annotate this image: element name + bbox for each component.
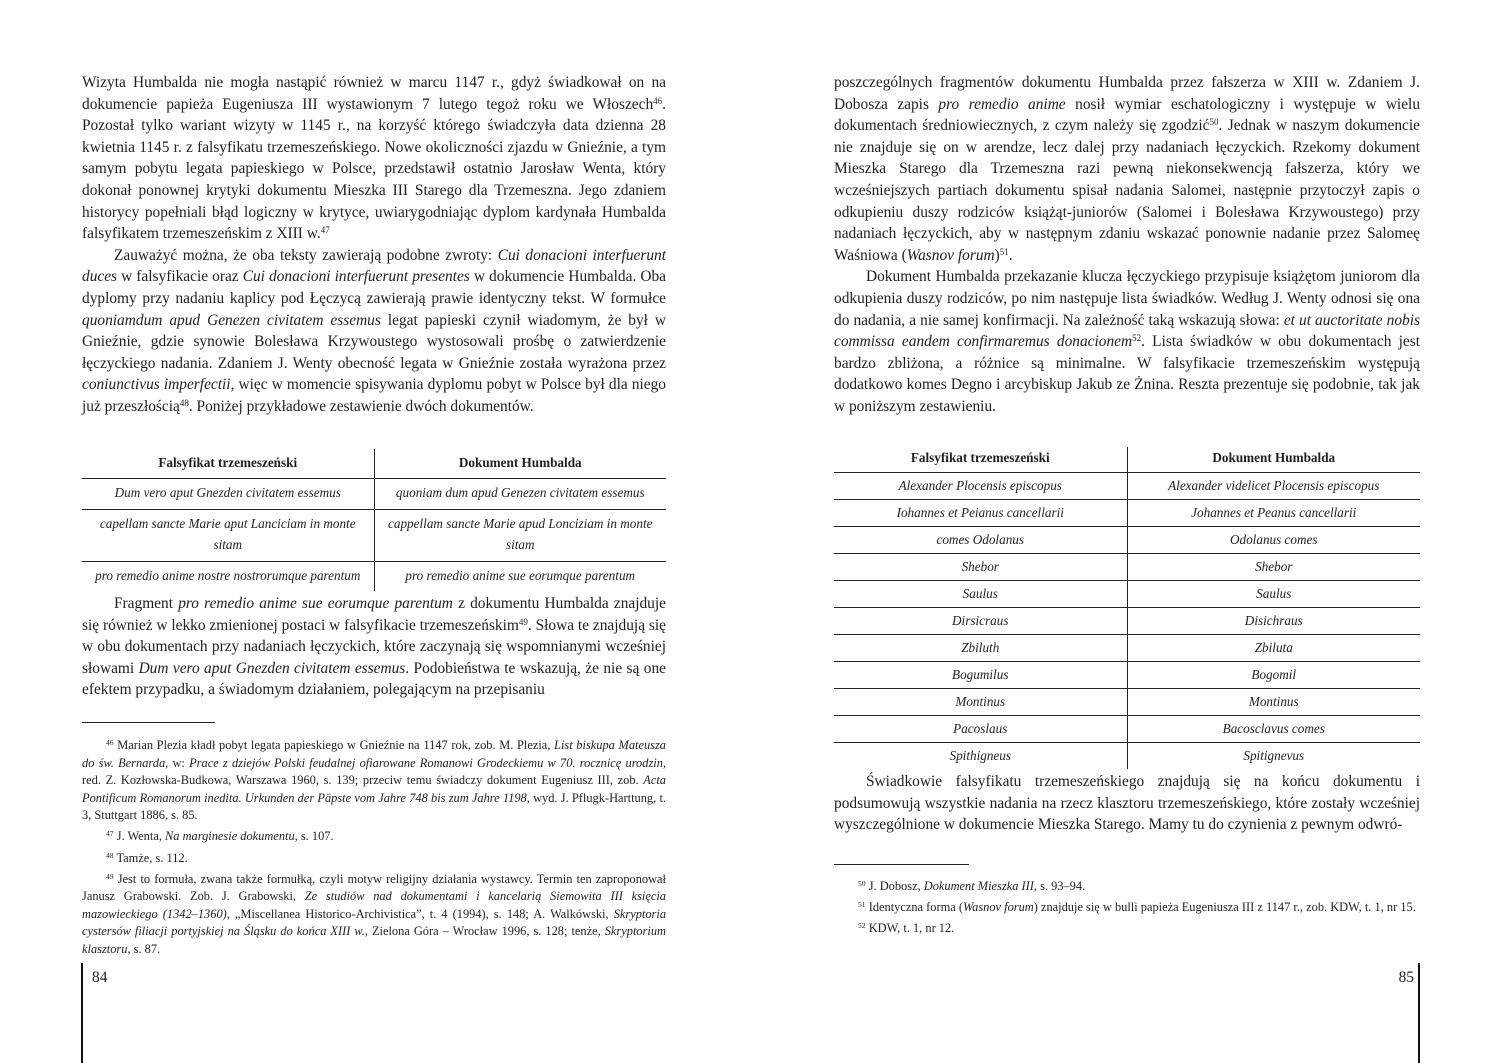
footnote [82,737,666,825]
text-run: Jest to formuła, zwana także formułką, czyli motyw religijny działania wystawcy. Termin ten zaproponował Janusz Grabowski. Zob. J. Grabowski, [82,871,666,904]
cell-humbald: Alexander videlicet Plocensis episcopus [1127,473,1420,500]
table-row [834,689,1420,716]
table-header-falsyfikat: Falsyfikat trzemeszeński [82,449,374,479]
footnote-ref: 47 [320,225,330,236]
italic-phrase: quoniamdum apud Genezen civitatem essemus [82,311,381,329]
cell-humbald: Bogomil [1127,662,1420,689]
footnote-ref: 47 [106,829,114,839]
text-run: J. Wenta, [113,829,166,844]
cell-humbald: Johannes et Peanus cancellarii [1127,500,1420,527]
cell-falsyfikat: Montinus [834,689,1127,716]
italic-phrase: Dokument Mieszka III [923,879,1034,893]
text-run: , „Miscellanea Historico-Archivistica”, t. 4 (1994), s. 148; A. Walkówski, [226,906,614,921]
left-continued-text [82,593,666,701]
footnote-ref: 49 [106,871,114,881]
cell-falsyfikat: Spithigneus [834,743,1127,770]
paragraph [834,266,1420,417]
cell-falsyfikat: Dum vero aput Gnezden civitatem essemus [82,479,374,510]
right-footnotes [834,878,1420,941]
footnote [834,899,1420,917]
text-run: Zauważyć można, że oba teksty zawierają podobne zwroty: [114,246,498,264]
cell-falsyfikat: capellam sancte Marie aput Lanciciam in monte sitam [82,509,374,561]
text-run: Identyczna forma ( [865,900,963,915]
left-margin-rule [81,963,83,1063]
right-page [834,0,1420,1063]
italic-phrase: coniunctivus imperfectii [82,376,231,394]
table-header-humbald: Dokument Humbalda [1127,447,1420,473]
footnote-ref: 52 [858,921,866,931]
cell-humbald: quoniam dum apud Genezen civitatem essemus [374,479,666,510]
cell-humbald: Shebor [1127,554,1420,581]
paragraph [834,72,1420,266]
text-run: KDW, t. 1, nr 12. [865,921,955,936]
italic-phrase: pro remedio anime sue eorumque parentum [178,595,453,612]
footnote-separator [834,864,969,865]
footnote-ref: 51 [858,900,866,910]
footnote-separator [82,722,215,723]
cell-humbald: Spitignevus [1243,748,1305,763]
italic-phrase: List biskupa Mateusza do św. Bernarda [82,738,666,770]
text-run: Świadkowie falsyfikatu trzemeszeńskiego znajdują się na końcu dokumentu i podsumowują wszystkie nadania na rzecz klasztoru trzemeszeńskiego, które zostały wcześniej wyszczególnione w dokumencie Mieszka Starego. Mamy tu do czynienia z pewnym odwró- [834,773,1420,834]
italic-phrase: Prace z dziejów Polski feudalnej ofiarowane Romanowi Grodeckiemu w 70. rocznicę urodzin [189,755,663,770]
text-run: , wyd. J. Pflugk-Harttung, t. 3, Stuttgart 1886, s. 85. [82,790,666,823]
cell-falsyfikat: Saulus [834,581,1127,608]
text-run: , red. Z. Kozłowska-Budkowa, Warszawa 1960, s. 139; przeciw temu świadczy dokument Eugeniusz III, zob. [82,755,667,788]
italic-phrase: Cui donacioni interfuerunt duces [82,246,666,286]
text-run: , Zielona Góra – Wrocław 1996, s. 128; tenże, [364,924,605,939]
cell-falsyfikat: Pacoslaus [834,716,1127,743]
right-comparison-table [834,447,1420,769]
text-run: . Podobieństwa te wskazują, że nie są one efektem przypadku, a świadomym działaniem, polegającym na przepisaniu [82,659,666,699]
table-row [834,662,1420,689]
footnote-ref: 52 [1132,333,1142,344]
italic-phrase: Wasnov forum [962,900,1034,915]
right-body-text [834,72,1420,418]
footnote-ref: 48 [106,850,114,860]
table-row [82,479,666,510]
footnote [834,878,1420,896]
text-run: , s. 87. [127,942,161,957]
cell-falsyfikat: Alexander Plocensis episcopus [834,473,1127,500]
cell-humbald: Odolanus comes [1127,527,1420,554]
page-number-left: 84 [92,969,108,986]
text-run: . Pozostał tylko wariant wizyty w 1145 r., na korzyść którego świadczyła data dzienna 28 kwietnia 1145 r. z falsyfikatu trzemeszeńskiego. Nowe okoliczności zjazdu w Gnieźnie, a tym samym pobytu legata papieskiego w Polsce, przedstawił ostatnio Jarosław Wenta, który dokonał ponownej krytyki dokumentu Mieszka III Starego dla Trzemeszna. Jego zdaniem historycy popełniali błąd logiczny w krytyce, uwiarygodniając dyplom kardynała Humbalda falsyfikatem trzemeszeńskim z XIII w. [82,95,666,243]
cell-humbald: pro remedio anime sue eorumque parentum [405,567,636,583]
text-run: . Poniżej przykładowe zestawienie dwóch dokumentów. [188,397,534,415]
table-row [834,473,1420,500]
text-run: , w: [165,755,190,770]
italic-phrase: Skryptorium klasztoru [82,924,666,957]
footnote [82,871,666,959]
paragraph [834,771,1420,836]
cell-humbald: Montinus [1127,689,1420,716]
text-run: . Słowa te znajdują się w obu dokumentach przy nadaniach łęczyckich, które zaczynają się wspomnianymi wcześniej słowami [82,616,666,677]
table-row [834,716,1420,743]
cell-falsyfikat: Bogumilus [834,662,1127,689]
right-continued-text [834,771,1420,836]
footnote-ref: 49 [518,616,528,627]
footnote-ref: 51 [999,246,1009,257]
text-run: , więc w momencie spisywania dyplomu pobyt w Polsce był dla niego już przeszłością [82,376,667,415]
paragraph [82,245,666,418]
cell-humbald: Disichraus [1127,608,1420,635]
text-run: Marian Plezia kładł pobyt legata papieskiego w Gnieźnie na 1147 rok, zob. M. Plezia, [113,738,555,752]
footnote-ref: 48 [179,397,189,408]
italic-phrase: Skryptoria cystersów filiacji portyjskiej na Śląsku do końca XIII w. [82,906,667,939]
page-number-right: 85 [1398,969,1414,986]
left-footnotes [82,737,666,962]
cell-falsyfikat: comes Odolanus [834,527,1127,554]
text-run: Fragment [114,595,179,612]
left-page [82,0,666,1063]
text-run: , s. 93–94. [1033,879,1086,893]
text-run: legat papieski czynił wiadomym, że był w Gnieźnie, gdzie synowie Bolesława Krzywoustego wystosowali prośbę o zatwierdzenie łęczyckiego nadania. Zdaniem J. Wenty obecność legata w Gnieźnie została wyrażona przez [82,311,666,372]
text-run: Wizyta Humbalda nie mogła nastąpić również w marcu 1147 r., gdyż świadkował on na dokumencie papieża Eugeniusza III wystawionym 7 lutego tegoż roku we Włoszech [82,74,666,113]
right-margin-rule [1418,963,1420,1063]
footnote [82,850,666,868]
table-header-humbald: Dokument Humbalda [374,449,666,479]
text-run: poszczególnych fragmentów dokumentu Humbalda przez fałszerza w XIII w. Zdaniem J. Dobosza zapis [834,74,1420,113]
text-run: ) znajduje się w bulli papieża Eugeniusza III z 1147 r., zob. KDW, t. 1, nr 15. [1033,900,1416,915]
italic-phrase: Ze studiów nad dokumentami i kancelarią Siemowita III księcia mazowieckiego (1342–1360) [82,889,666,921]
cell-humbald: Saulus [1127,581,1420,608]
table-row [834,554,1420,581]
text-run: nosił wymiar eschatologiczny i występuje w wielu dokumentach średniowiecznych, z czym należy się zgodzić [834,95,1421,135]
paragraph [82,593,666,701]
cell-humbald: cappellam sancte Marie apud Lonciziam in monte sitam [374,509,666,561]
footnote [82,828,666,846]
text-run: . [1008,246,1013,264]
footnote-ref: 50 [1209,117,1219,128]
italic-phrase: Dum vero aput Gnezden civitatem essemus [138,659,406,677]
paragraph [82,72,666,245]
table-row [834,500,1420,527]
italic-phrase: Na marginesie dokumentu [165,829,295,844]
footnote-ref: 50 [858,879,866,888]
footnote-ref: 46 [106,738,114,747]
table-row [82,509,666,561]
table-header-row [834,447,1420,473]
text-run: w dokumencie Humbalda. Oba dyplomy przy nadaniu kaplicy pod Łęczycą zawierają prawie identyczny tekst. W formułce [82,268,666,307]
footnote-ref: 46 [653,95,663,106]
cell-humbald: Bacosclavus comes [1127,716,1420,743]
footnote [834,920,1420,938]
table-row [834,743,1420,770]
cell-falsyfikat: Dirsicraus [834,608,1127,635]
cell-falsyfikat: pro remedio anime nostre nostrorumque parentum [82,561,374,591]
text-run: , s. 107. [294,829,334,844]
cell-falsyfikat: Shebor [834,554,1127,581]
text-run: Dokument Humbalda przekazanie klucza łęczyckiego przypisuje książętom juniorom dla odkupienia duszy rodziców, po nim następuje lista świadków. Według J. Wenty odnosi się ona do nadania, a nie samej konfirmacji. Na zależność taką wskazują słowa: [834,268,1420,329]
text-run: . Lista świadków w obu dokumentach jest bardzo zbliżona, a różnice są minimalne. W falsyfikacie trzemeszeńskim występują dodatkowo komes Degno i arcybiskup Jakub ze Żnina. Reszta prezentuje się podobnie, tak jak w poniższym zestawieniu. [834,333,1420,415]
italic-phrase: et ut auctoritate nobis commissa eandem confirmaremus donacionem [834,311,1420,351]
italic-phrase: Acta Pontificum Romanorum inedita. Urkunden der Päpste vom Jahre 748 bis zum Jahre 1198 [82,773,666,805]
table-row [834,527,1420,554]
cell-falsyfikat: Iohannes et Peianus cancellarii [834,500,1127,527]
cell-falsyfikat: Zbiluth [834,635,1127,662]
text-run: w falsyfikacie oraz [117,268,243,286]
cell-humbald: Zbiluta [1127,635,1420,662]
text-run: J. Dobosz, [865,879,924,893]
left-body-text [82,72,666,418]
text-run: . Jednak w naszym dokumencie nie znajduje się on w arendze, lecz dalej przy nadaniach łęczyckich. Rzekomy dokument Mieszka Starego dla Trzemeszna razi pewną niekonsekwencją fałszerza, który we wcześniejszych partiach dokumentu spisał nadania Salomei, następnie przytoczył zapis o odkupieniu duszy rodziców książąt-juniorów (Salomei i Bolesława Krzywoustego) przy nadaniach łęczyckich, aby w następnym zdaniu wskazać ponownie nadanie przez Salomeę Waśniowa ( [834,117,1420,264]
table-header-row [82,449,666,479]
table-row [834,635,1420,662]
table-header-falsyfikat: Falsyfikat trzemeszeński [834,447,1127,473]
table-row [834,581,1420,608]
text-run: Tamże, s. 112. [113,850,188,865]
text-run: z dokumentu Humbalda znajduje się również w lekko zmienionej postaci w falsyfikacie trzemeszeńskim [82,595,666,634]
left-comparison-table [82,449,666,591]
italic-phrase: Cui donacioni interfuerunt presentes [242,268,470,286]
italic-phrase: Wasnov forum [906,246,995,264]
table-row [834,608,1420,635]
table-row [82,561,666,591]
text-run: ) [994,246,1000,264]
italic-phrase: pro remedio anime [938,95,1066,113]
